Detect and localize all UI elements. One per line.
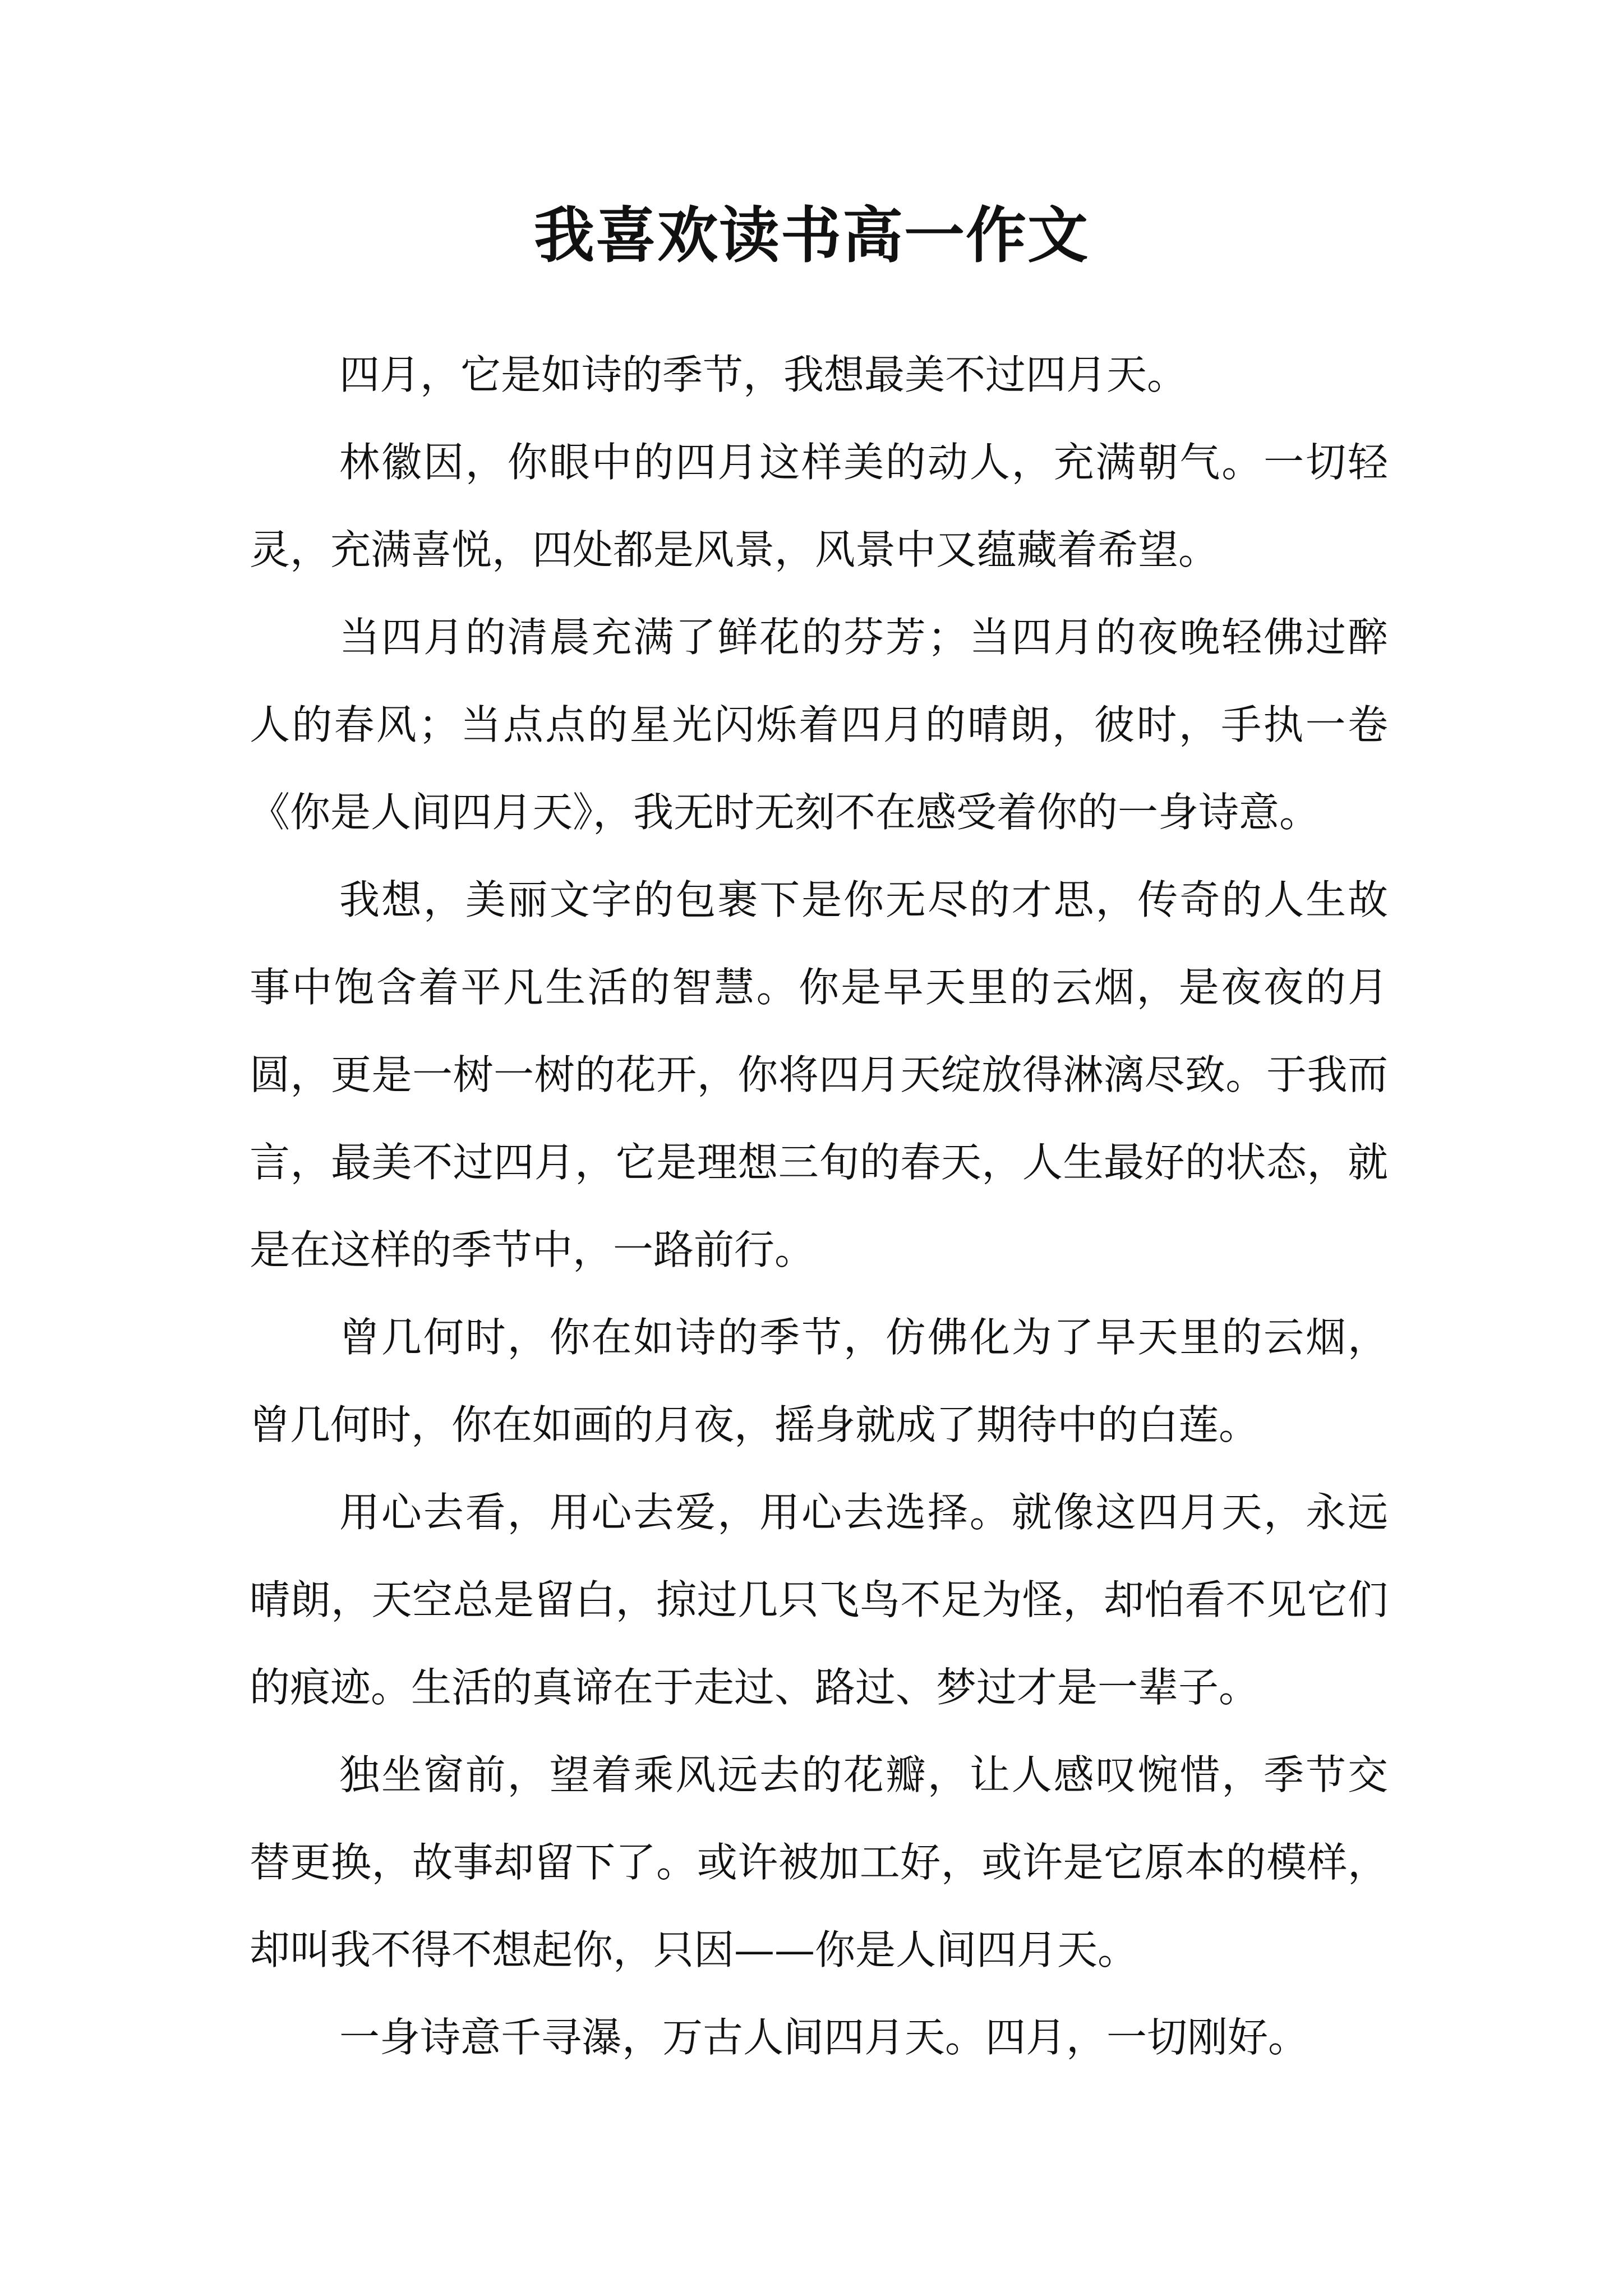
paragraph: 曾几何时，你在如诗的季节，仿佛化为了早天里的云烟，曾几何时，你在如画的月夜，摇身就成了期待中的白莲。 — [250, 1314, 1388, 1448]
paragraph: 独坐窗前，望着乘风远去的花瓣，让人感叹惋惜，季节交替更换，故事却留下了。或许被加工好，或许是它原本的模样，却叫我不得不想起你，只因——你是人间四月天。 — [250, 1751, 1388, 1973]
page-title: 我喜欢读书高一作文 — [533, 200, 1089, 271]
paragraph: 当四月的清晨充满了鲜花的芬芳；当四月的夜晚轻佛过醉人的春风；当点点的星光闪烁着四月的晴朗，彼时，手执一卷《你是人间四月天》，我无时无刻不在感受着你的一身诗意。 — [250, 614, 1388, 836]
paragraph: 用心去看，用心去爱，用心去选择。就像这四月天，永远晴朗，天空总是留白，掠过几只飞鸟不足为怪，却怕看不见它们的痕迹。生活的真谛在于走过、路过、梦过才是一辈子。 — [250, 1489, 1388, 1711]
essay-body — [250, 331, 1388, 2081]
paragraph: 林徽因，你眼中的四月这样美的动人，充满朝气。一切轻灵，充满喜悦，四处都是风景，风景中又蕴藏着希望。 — [250, 439, 1388, 573]
paragraph: 四月，它是如诗的季节，我想最美不过四月天。 — [339, 351, 1188, 398]
paragraph: 一身诗意千寻瀑，万古人间四月天。四月，一切刚好。 — [339, 2014, 1309, 2061]
paragraph: 我想，美丽文字的包裹下是你无尽的才思，传奇的人生故事中饱含着平凡生活的智慧。你是早天里的云烟，是夜夜的月圆，更是一树一树的花开，你将四月天绽放得淋漓尽致。于我而言，最美不过四月，它是理想三旬的春天，人生最好的状态，就是在这样的季节中，一路前行。 — [250, 876, 1388, 1273]
